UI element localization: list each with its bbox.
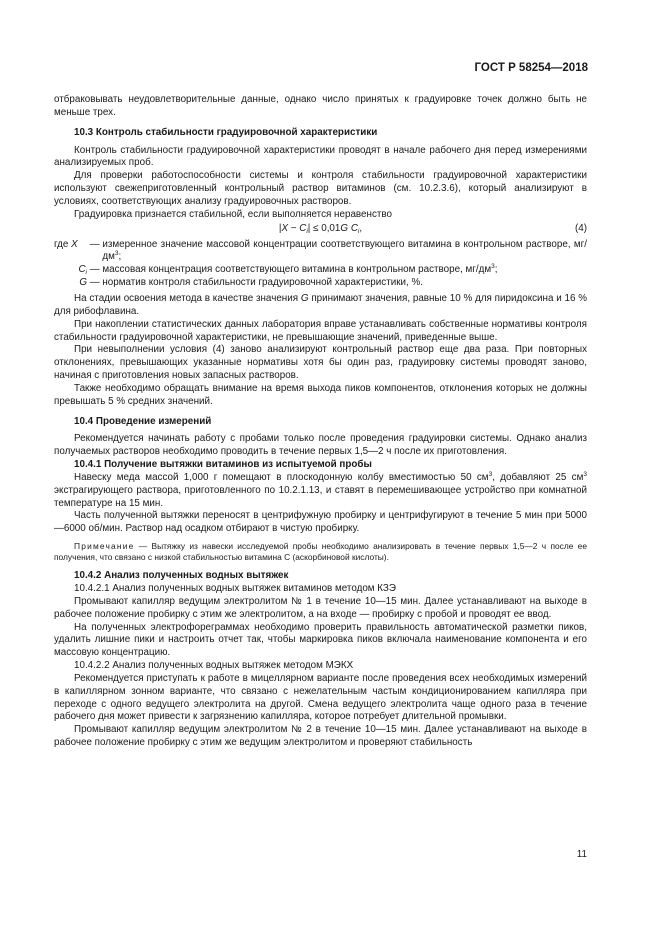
definition-term: X <box>71 238 78 250</box>
paragraph: Часть полученной вытяжки переносят в центрифужную пробирку и центрифугируют в течение 5 мин при 5000—6000 об/мин. Раствор над осадком отбирают в чистую пробирку. <box>54 510 587 535</box>
paragraph: Рекомендуется приступать к работе в мицеллярном варианте после проведения всех необходимых измерений в капиллярном зонном варианте, что связано с нежелательным частым кондиционированием капилляра при переходе с одного ведущего электролита на другой. Смена ведущего электролита чаще одного раза в течение рабочего дня может привести к загрязнению капилляра, которое потребует длительной промывки. <box>54 672 587 723</box>
definition-text: массовая концентрация соответствующего витамина в контрольном растворе, мг/дм <box>102 264 492 276</box>
definition-term: C <box>78 264 86 276</box>
note-text: — Вытяжку из навески исследуемой пробы необходимо анализировать в течение первых 1,5—2 ч после ее получения, что связано с низкой стабильностью витамина С (аскорбиновой кислоты). <box>54 541 587 563</box>
paragraph: Промывают капилляр ведущим электролитом № 1 в течение 10—15 мин. Далее устанавливают на выходе в рабочее положение пробирку с этим же электролитом, а на входе — пробирку с пробой и проводят ее ввод. <box>54 595 587 620</box>
paragraph: Навеску меда массой 1,000 г помещают в плоскодонную колбу вместимостью 50 $см^3$, добавляют 25 $см^3$ экстрагирующего раствора, приготовленного по 10.2.1.13, и ставят в перемешивающее устройство при комнатной температуре на 15 мин. <box>54 470 587 509</box>
formula-number: (4) <box>574 222 587 234</box>
paragraph: Контроль стабильности градуировочной характеристики проводят в начале рабочего дня перед измерениями анализируемых проб. <box>54 144 587 169</box>
paragraph: Градуировка признается стабильной, если выполняется неравенство <box>74 208 392 220</box>
section-10-3-heading: 10.3 Контроль стабильности градуировочной характеристики <box>74 126 378 138</box>
definition-item: G — норматив контроля стабильности градуировочной характеристики, %. <box>54 277 587 290</box>
definition-text: измеренное значение массовой концентрации соответствующего витамина в контрольном растворе, мг/дм <box>102 238 587 263</box>
definition-item: где X — измеренное значение массовой концентрации соответствующего витамина в контрольном растворе, $мг/дм^3$; <box>54 238 587 263</box>
note-label: Примечание <box>74 541 135 552</box>
paragraph: Рекомендуется начинать работу с пробами только после проведения градуировки системы. Однако анализ получаемых растворов необходимо проводить в течение первых 1,5—2 ч после их приготовления. <box>54 433 587 458</box>
paragraph: На полученных электрофореграммах необходимо проверить правильность автоматической разметки пиков, удалить лишние пики и настроить отчет так, чтобы маркировка пиков включала наименование компонента и его массовую концентрацию. <box>54 621 587 659</box>
section-10-4-1-heading: 10.4.1 Получение вытяжки витаминов из испытуемой пробы <box>74 459 372 471</box>
where-label: где <box>54 238 69 250</box>
paragraph: Промывают капилляр ведущим электролитом № 2 в течение 10—15 мин. Далее устанавливают на выходе в рабочее положение пробирку с этим же ведущим электролитом и проверяют стабильность <box>54 724 587 749</box>
paragraph: Также необходимо обращать внимание на время выхода пиков компонентов, отклонения которых не должны превышать 5 % средних значений. <box>54 382 587 407</box>
paragraph: На стадии освоения метода в качестве значения G принимают значения, равные 10 % для пиридоксина и 16 % для рибофлавина. <box>54 292 587 317</box>
section-10-4-2-heading: 10.4.2 Анализ полученных водных вытяжек <box>74 570 289 582</box>
paragraph: При накоплении статистических данных лаборатория вправе устанавливать собственные нормативы контроля стабильности градуировочной характеристики, не превышающие значений, приведенные выше. <box>54 318 587 343</box>
continued-paragraph: отбраковывать неудовлетворительные данные, однако число принятых к градуировке точек должно быть не меньше трех. <box>54 94 587 118</box>
formula-4 <box>54 223 587 237</box>
note <box>54 541 587 563</box>
definition-text: норматив контроля стабильности градуировочной характеристики, %. <box>102 277 423 289</box>
page-number: 11 <box>576 849 587 860</box>
definition-term: G <box>79 277 87 289</box>
document-header-id: ГОСТ Р 58254—2018 <box>474 62 588 74</box>
definition-item: $C_i$ — массовая концентрация соответствующего витамина в контрольном растворе, $мг/дм^3$; <box>78 263 498 277</box>
paragraph: При невыполнении условия (4) заново анализируют контрольный раствор еще два раза. При повторных отклонениях, превышающих указанные нормативы хотя бы один раз, градуировку системы проводят заново, начиная с приготовления новых запасных растворов. <box>54 344 587 382</box>
section-10-4-heading: 10.4 Проведение измерений <box>74 415 212 427</box>
subsection-10-4-2-2-heading: 10.4.2.2 Анализ полученных водных вытяжек методом МЭКХ <box>74 660 354 672</box>
subsection-10-4-2-1-heading: 10.4.2.1 Анализ полученных водных вытяжек витаминов методом КЗЭ <box>74 583 396 594</box>
formula-expression: $|X - C_i| \le 0,01G$ $C_i$, <box>278 222 363 235</box>
document-body <box>54 94 587 750</box>
paragraph: Для проверки работоспособности системы и контроля стабильности градуировочной характеристики используют свежеприготовленный контрольный раствор витаминов (см. 10.2.3.6), который анализируют в условиях, соответствующих анализу градуировочных растворов. <box>54 170 587 207</box>
